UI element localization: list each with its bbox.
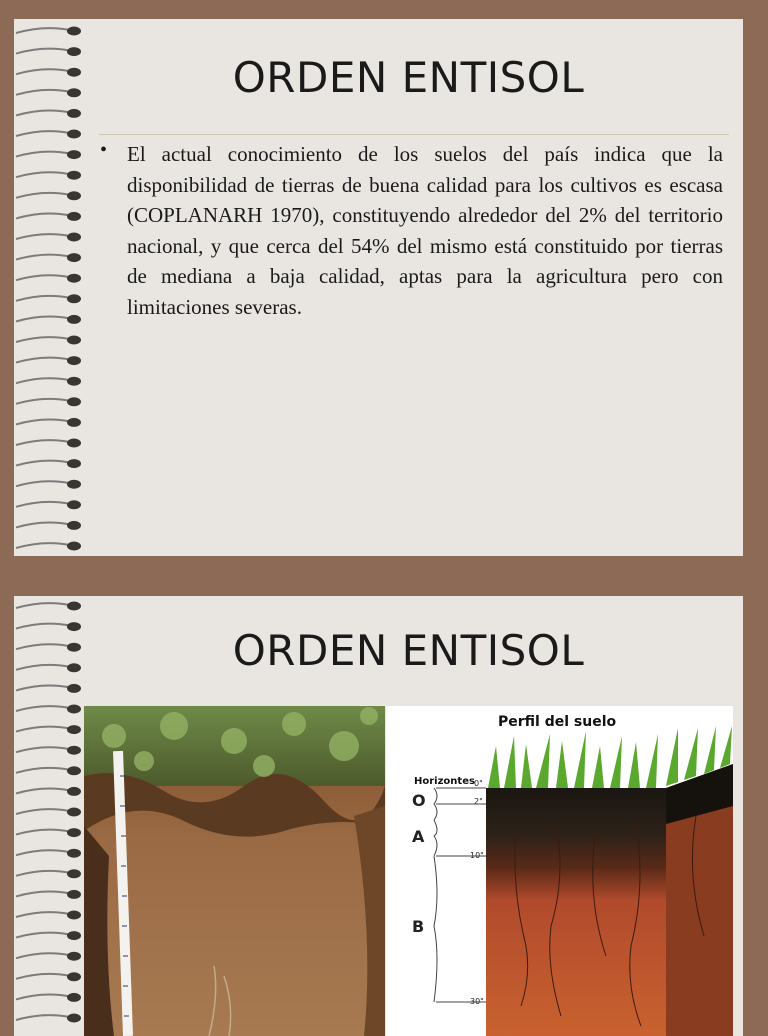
spiral-wire <box>16 830 70 835</box>
slide-title: ORDEN ENTISOL <box>232 53 585 102</box>
spiral-wire <box>16 193 70 198</box>
spiral-wire <box>16 768 70 773</box>
spiral-wire <box>16 665 70 670</box>
spiral-wire <box>16 131 70 136</box>
spiral-hole <box>67 171 81 180</box>
spiral-hole <box>67 766 81 775</box>
spiral-wire <box>16 110 70 115</box>
spiral-wire <box>16 255 70 260</box>
spiral-wire <box>16 788 70 793</box>
spiral-hole <box>67 27 81 36</box>
soil-photo <box>84 706 385 1036</box>
spiral-hole <box>67 294 81 303</box>
spiral-hole <box>67 890 81 899</box>
bullet-marker: • <box>100 139 108 161</box>
spiral-hole <box>67 109 81 118</box>
spiral-wire <box>16 603 70 608</box>
spiral-hole <box>67 869 81 878</box>
spiral-hole <box>67 233 81 242</box>
spiral-hole <box>67 356 81 365</box>
spiral-wire <box>16 378 70 383</box>
spiral-wire <box>16 809 70 814</box>
spiral-wire <box>16 974 70 979</box>
spiral-hole <box>67 521 81 530</box>
spiral-wire <box>16 871 70 876</box>
horizon-o: O <box>412 791 426 810</box>
spiral-hole <box>67 725 81 734</box>
slide-title: ORDEN ENTISOL <box>232 626 585 675</box>
depth-10: 10" <box>470 851 484 860</box>
spiral-hole <box>67 952 81 961</box>
spiral-hole <box>67 191 81 200</box>
depth-2: 2" <box>474 797 483 806</box>
spiral-wire <box>16 891 70 896</box>
slide-1 <box>14 19 743 556</box>
spiral-wire <box>16 419 70 424</box>
depth-0: 0" <box>474 779 483 788</box>
spiral-hole <box>67 397 81 406</box>
spiral-hole <box>67 787 81 796</box>
diagram-title: Perfil del suelo <box>498 714 617 730</box>
spiral-wire <box>16 953 70 958</box>
spiral-wire <box>16 747 70 752</box>
horizons-label: Horizontes <box>414 776 475 787</box>
spiral-hole <box>67 1014 81 1023</box>
spiral-wire <box>16 90 70 95</box>
horizon-b: B <box>412 917 425 936</box>
spiral-hole <box>67 993 81 1002</box>
spiral-hole <box>67 480 81 489</box>
spiral-hole <box>67 542 81 551</box>
spiral-hole <box>67 911 81 920</box>
spiral-wire <box>16 624 70 629</box>
spiral-wire <box>16 69 70 74</box>
spiral-hole <box>67 439 81 448</box>
spiral-wire <box>16 152 70 157</box>
spiral-hole <box>67 459 81 468</box>
spiral-hole <box>67 418 81 427</box>
title-divider <box>99 134 729 135</box>
spiral-wire <box>16 1015 70 1020</box>
spiral-wire <box>16 727 70 732</box>
spiral-wire <box>16 706 70 711</box>
spiral-wire <box>16 234 70 239</box>
bullet-list <box>100 139 723 323</box>
spiral-hole <box>67 684 81 693</box>
spiral-wire <box>16 337 70 342</box>
spiral-hole <box>67 212 81 221</box>
spiral-hole <box>67 500 81 509</box>
spiral-hole <box>67 130 81 139</box>
spiral-hole <box>67 746 81 755</box>
spiral-hole <box>67 274 81 283</box>
spiral-hole <box>67 705 81 714</box>
spiral-hole <box>67 808 81 817</box>
spiral-wire <box>16 172 70 177</box>
slide-2 <box>14 596 743 1036</box>
spiral-hole <box>67 377 81 386</box>
spiral-wire <box>16 296 70 301</box>
spiral-wire <box>16 933 70 938</box>
spiral-wire <box>16 275 70 280</box>
spiral-wire <box>16 49 70 54</box>
spiral-wire <box>16 685 70 690</box>
spiral-hole <box>67 849 81 858</box>
spiral-hole <box>67 315 81 324</box>
spiral-hole <box>67 253 81 262</box>
spiral-hole <box>67 828 81 837</box>
spiral-wire <box>16 850 70 855</box>
soil-profile-diagram <box>386 706 733 1036</box>
spiral-wire <box>16 502 70 507</box>
spiral-wire <box>16 543 70 548</box>
spiral-wire <box>16 28 70 33</box>
spiral-wire <box>16 522 70 527</box>
spiral-hole <box>67 931 81 940</box>
spiral-hole <box>67 602 81 611</box>
spiral-wire <box>16 481 70 486</box>
depth-30: 30" <box>470 997 484 1006</box>
spiral-wire <box>16 316 70 321</box>
spiral-hole <box>67 972 81 981</box>
spiral-wire <box>16 994 70 999</box>
spiral-wire <box>16 644 70 649</box>
spiral-wire <box>16 399 70 404</box>
spiral-wire <box>16 358 70 363</box>
spiral-wire <box>16 213 70 218</box>
spiral-hole <box>67 336 81 345</box>
spiral-wire <box>16 912 70 917</box>
spiral-wire <box>16 461 70 466</box>
horizon-a: A <box>412 827 425 846</box>
spiral-hole <box>67 150 81 159</box>
spiral-wire <box>16 440 70 445</box>
bullet-text: El actual conocimiento de los suelos del país indica que la disponibilidad de tierras de buena calidad para los cultivos es escasa (COPLANARH 1970), constituyendo alrededor del 2% del territorio nacional, y que cerca del 54% del mismo está constituido por tierras de mediana a baja calidad, aptas para la agricultura pero con limitaciones severas. <box>127 142 723 319</box>
